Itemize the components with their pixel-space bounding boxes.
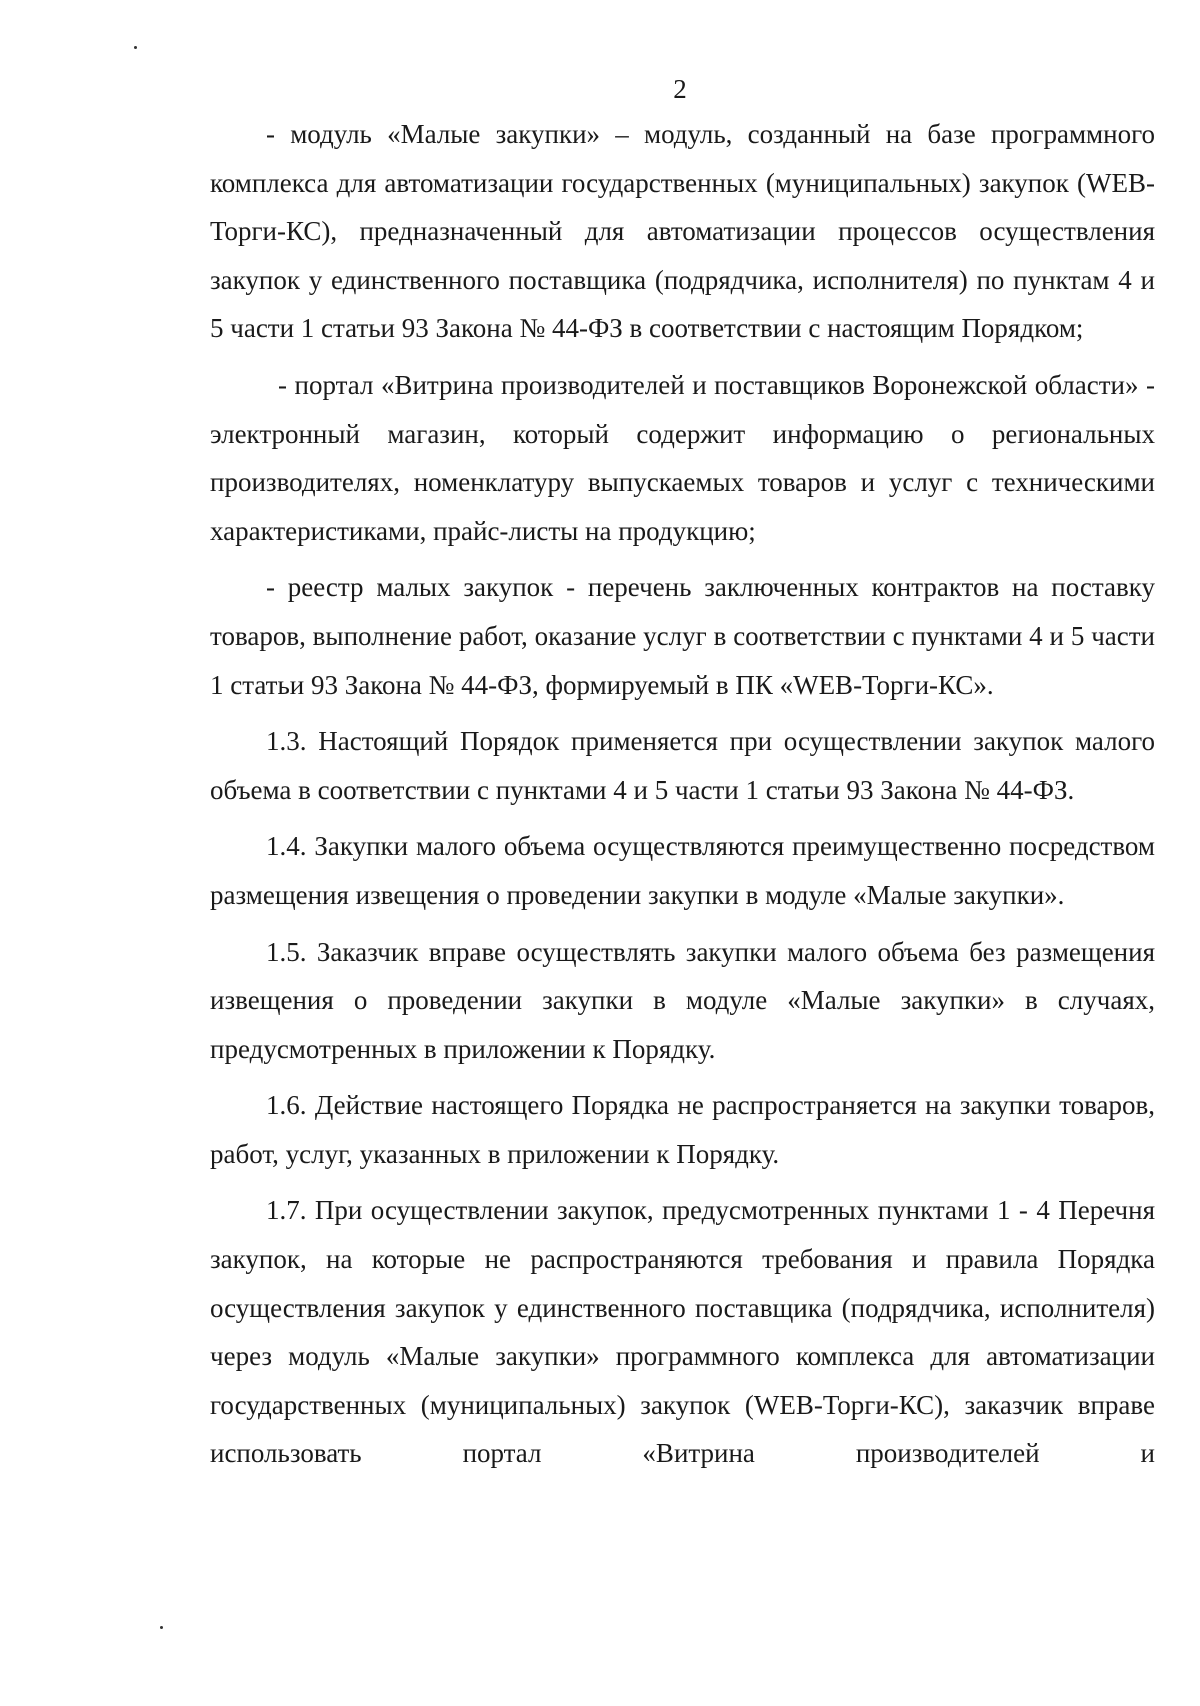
scan-speck [160,1626,163,1629]
paragraph-clause-1-6: 1.6. Действие настоящего Порядка не распространяется на закупки товаров, работ, услуг, указанных в приложении к Порядку. [210,1090,1155,1169]
paragraph-clause-1-7: 1.7. При осуществлении закупок, предусмотренных пунктами 1 - 4 Перечня закупок, на которые не распространяются требования и правила Порядка осуществления закупок у единственного поставщика (подрядчика, исполнителя) через модуль «Малые закупки» программного комплекса для автоматизации государственных (муниципальных) закупок (WEB-Торги-КС), заказчик вправе использовать портал «Витрина производителей и [210,1195,1155,1469]
document-body [210,110,1155,1478]
page-number: 2 [673,74,687,104]
paragraph-clause-1-5: 1.5. Заказчик вправе осуществлять закупки малого объема без размещения извещения о проведении закупки в модуле «Малые закупки» в случаях, предусмотренных в приложении к Порядку. [210,936,1155,1064]
scan-speck [134,46,137,49]
paragraph-definition-small-purchases-registry: - реестр малых закупок - перечень заключенных контрактов на поставку товаров, выполнение работ, оказание услуг в соответствии с пунктами 4 и 5 части 1 статьи 93 Закона № 44-ФЗ, формируемый в ПК «WEB-Торги-КС». [210,572,1155,700]
paragraph-clause-1-4: 1.4. Закупки малого объема осуществляются преимущественно посредством размещения извещения о проведении закупки в модуле «Малые закупки». [210,831,1155,910]
paragraph-clause-1-3: 1.3. Настоящий Порядок применяется при осуществлении закупок малого объема в соответствии с пунктами 4 и 5 части 1 статьи 93 Закона № 44-ФЗ. [210,726,1155,805]
paragraph-definition-small-purchases-module: - модуль «Малые закупки» – модуль, созданный на базе программного комплекса для автоматизации государственных (муниципальных) закупок (WEB-Торги-КС), предназначенный для автоматизации процессов осуществления закупок у единственного поставщика (подрядчика, исполнителя) по пунктам 4 и 5 части 1 статьи 93 Закона № 44-ФЗ в соответствии с настоящим Порядком; [210,119,1155,344]
paragraph-definition-producers-showcase-portal: - портал «Витрина производителей и поставщиков Воронежской области» - электронный магазин, который содержит информацию о региональных производителях, номенклатуру выпускаемых товаров и услуг с техническими характеристиками, прайс-листы на продукцию; [210,369,1155,546]
